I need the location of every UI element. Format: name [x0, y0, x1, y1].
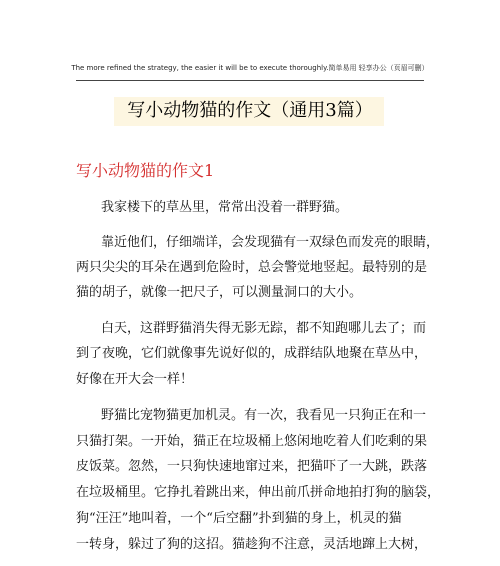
paragraph-line: 到了夜晚，它们就像事先说好似的，成群结队地聚在草丛中，	[76, 346, 428, 361]
paragraph-line: 我家楼下的草丛里，常常出没着一群野猫。	[101, 200, 349, 215]
section-heading: 写小动物猫的作文1	[76, 161, 215, 180]
paragraph-line: 好像在开大会一样！	[76, 372, 194, 387]
paragraph-line: 皮饭菜。忽然，一只狗快速地窜过来，把猫吓了一大跳，跌落	[76, 459, 428, 474]
paragraph-line: 在垃圾桶里。它挣扎着跳出来，伸出前爪拼命地拍打狗的脑袋，	[76, 485, 441, 500]
paragraph-line: 靠近他们，仔细端详，会发现猫有一双绿色而发亮的眼睛，	[101, 235, 440, 250]
paragraph-line: 白天，这群野猫消失得无影无踪，都不知跑哪儿去了；而	[101, 321, 427, 336]
paragraph-line: 只猫打架。一开始，猫正在垃圾桶上悠闲地吃着人们吃剩的果	[76, 434, 428, 449]
paragraph-line: 野猫比宠物猫更加机灵。有一次，我看见一只狗正在和一	[101, 408, 427, 423]
paragraph-line: 两只尖尖的耳朵在遇到危险时，总会警觉地竖起。最特别的是	[76, 260, 428, 275]
page-header-note: The more refined the strategy, the easier it will be to execute thoroughly.简单易用 轻享办公（页眉可删）	[71, 64, 429, 72]
document-title: 写小动物猫的作文（通用3篇）	[127, 100, 373, 121]
header-divider	[76, 80, 424, 81]
paragraph-line: 猫的胡子，就像一把尺子，可以测量洞口的大小。	[76, 285, 363, 300]
paragraph-line: 狗“汪汪”地叫着，一个“后空翻”扑到猫的身上，机灵的猫	[76, 511, 402, 526]
paragraph-line: 一转身，躲过了狗的这招。猫趁狗不注意，灵活地蹿上大树，	[76, 537, 428, 552]
